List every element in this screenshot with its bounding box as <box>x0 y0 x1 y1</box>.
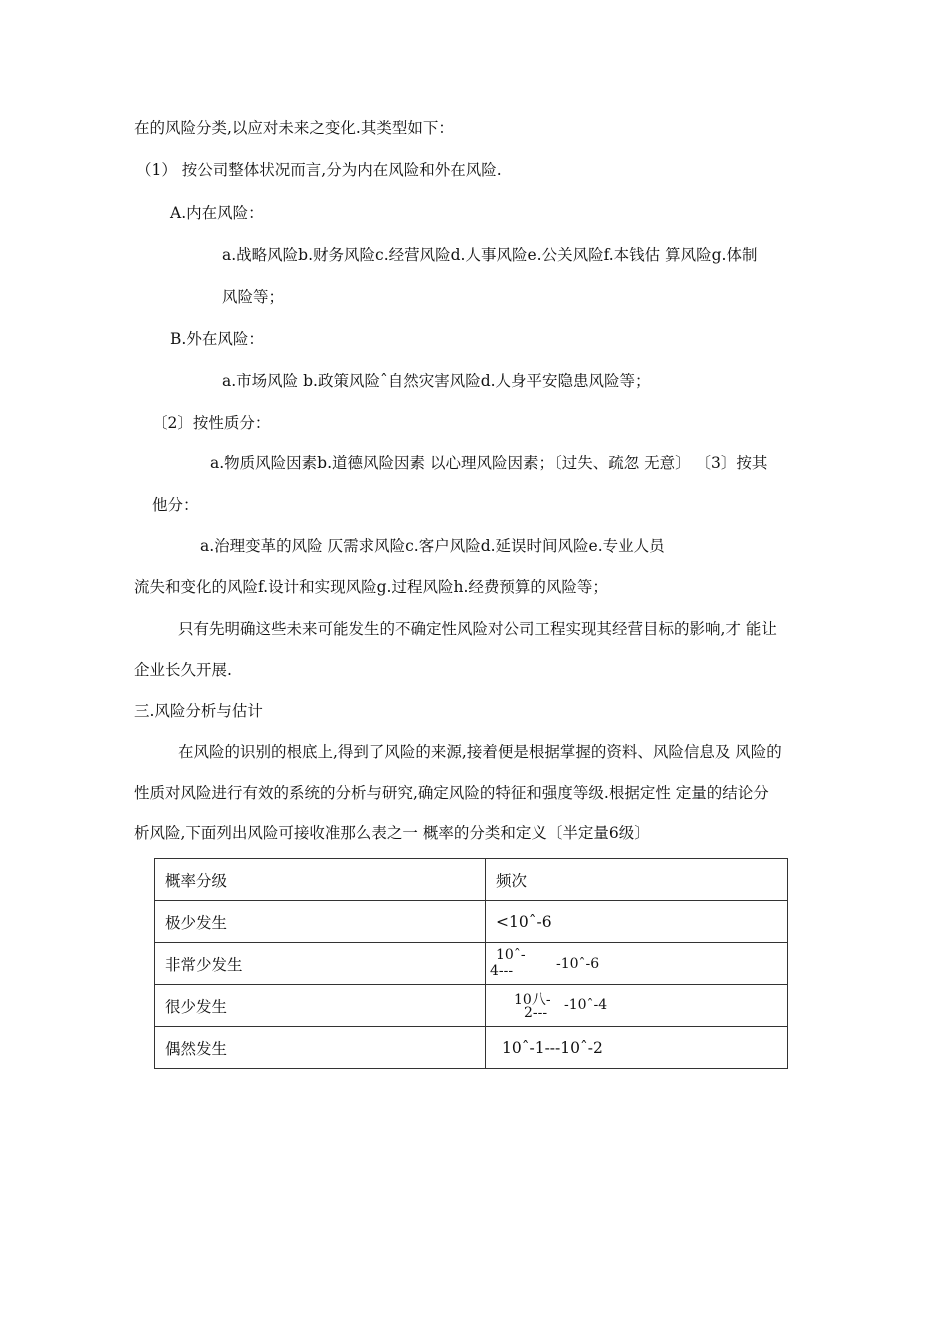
table-row <box>155 901 788 943</box>
table-header-row <box>155 859 788 901</box>
line-11: a.治理变革的风险 仄需求风险c.客户风险d.延误时间风险e.专业人员 <box>200 537 665 555</box>
cell-level: 很少发生 <box>155 985 486 1027</box>
table-row <box>155 1027 788 1069</box>
freq-part: -10ˆ-6 <box>556 956 600 972</box>
line-9: a.物质风险因素b.道德风险因素 以心理风险因素；〔过失、疏忽 无意〕 〔3〕按其 <box>210 454 768 472</box>
freq-part: 4--- <box>490 963 514 979</box>
line-4: a.战略风险b.财务风险c.经营风险d.人事风险e.公关风险f.本钱估 算风险g.体制 <box>222 246 758 264</box>
line-18: 析风险,下面列出风险可接收准那么表之一 概率的分类和定义〔半定量6级〕 <box>134 824 650 842</box>
freq-part: 2--- <box>524 1005 548 1021</box>
line-7: a.市场风险 b.政策风险ˆ自然灾害风险d.人身平安隐患风险等； <box>222 372 651 390</box>
line-6: B.外在风险： <box>170 330 264 348</box>
section-heading: 三.风险分析与估计 <box>134 702 263 720</box>
line-5: 风险等； <box>222 288 285 306</box>
line-3: A.内在风险： <box>170 204 264 222</box>
line-2: （1） 按公司整体状况而言,分为内在风险和外在风险. <box>136 161 502 179</box>
cell-level: 非常少发生 <box>155 943 486 985</box>
cell-frequency <box>486 985 788 1027</box>
cell-level: 偶然发生 <box>155 1027 486 1069</box>
line-10: 他分： <box>152 496 199 514</box>
cell-frequency: 10ˆ-1---10ˆ-2 <box>486 1027 788 1069</box>
line-1: 在的风险分类,以应对未来之变化.其类型如下： <box>134 119 454 137</box>
line-14: 企业长久开展. <box>134 661 232 679</box>
freq-part: 10八- <box>514 992 551 1008</box>
probability-table <box>154 858 788 1069</box>
line-12: 流失和变化的风险f.设计和实现风险g.过程风险h.经费预算的风险等； <box>134 578 608 596</box>
cell-frequency <box>486 943 788 985</box>
header-level: 概率分级 <box>155 859 486 901</box>
cell-frequency: <10ˆ-6 <box>486 901 788 943</box>
freq-part: 10ˆ- <box>496 947 526 963</box>
table-row <box>155 943 788 985</box>
line-16: 在风险的识别的根底上,得到了风险的来源,接着便是根据掌握的资料、风险信息及 风险的 <box>178 743 782 761</box>
freq-part: -10ˆ-4 <box>564 997 608 1013</box>
header-frequency: 频次 <box>486 859 788 901</box>
line-8: 〔2〕按性质分： <box>152 414 271 432</box>
cell-level: 极少发生 <box>155 901 486 943</box>
line-17: 性质对风险进行有效的系统的分析与研究,确定风险的特征和强度等级.根据定性 定量的结论分 <box>134 784 769 802</box>
line-13: 只有先明确这些未来可能发生的不确定性风险对公司工程实现其经营目标的影响,才 能让 <box>178 620 777 638</box>
table-row <box>155 985 788 1027</box>
